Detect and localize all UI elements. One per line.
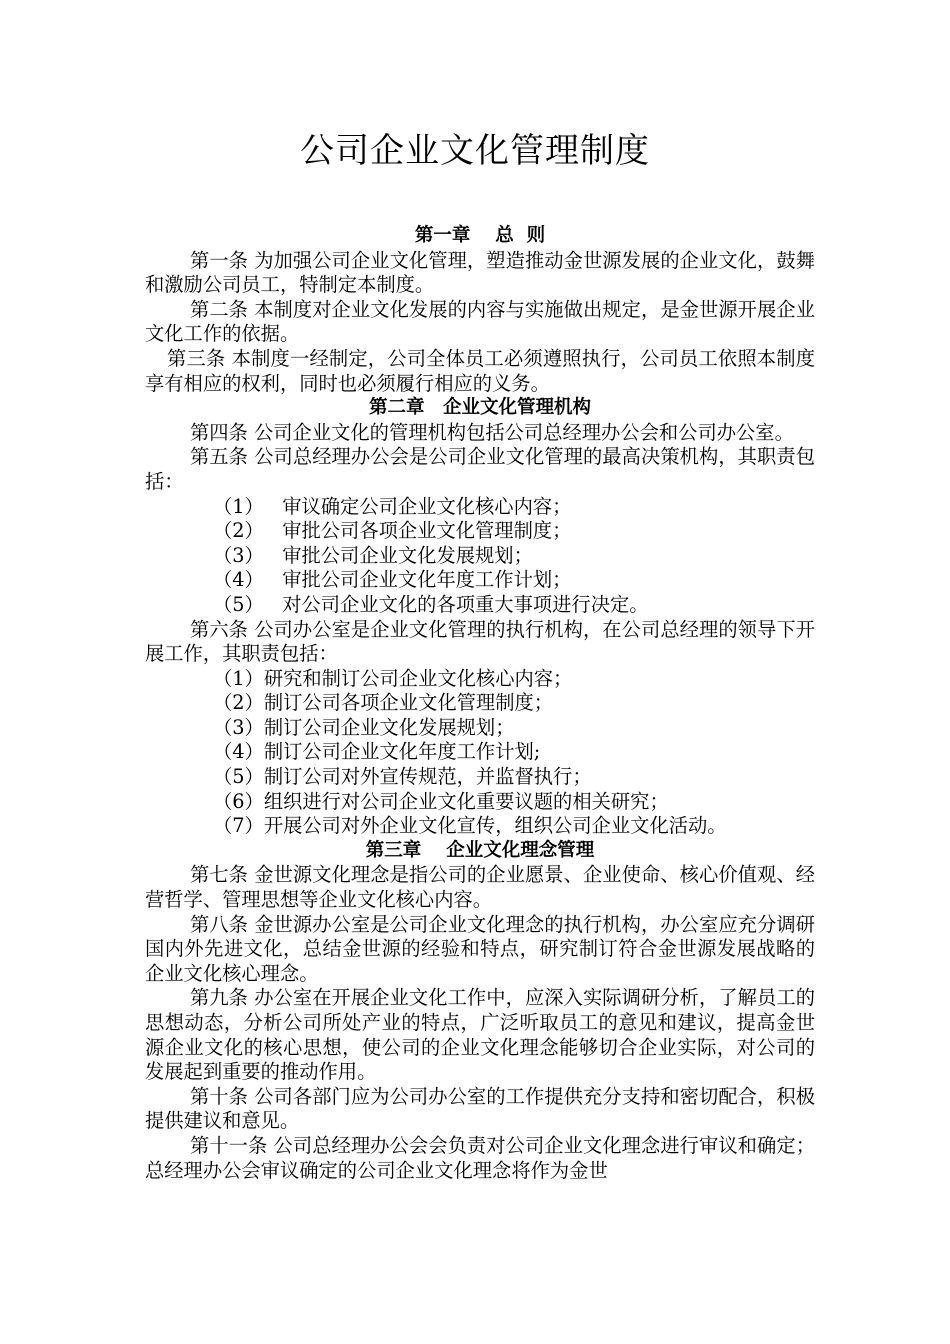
article-5-item: （5） 对公司企业文化的各项重大事项进行决定。 [213, 592, 649, 616]
document-title: 公司企业文化管理制度 [300, 131, 650, 171]
article-4: 第四条 公司企业文化的管理机构包括公司总经理办公会和公司办公室。 [190, 420, 794, 444]
article-6-item: （7）开展公司对外企业文化宣传，组织公司企业文化活动。 [213, 814, 727, 838]
article-7: 第七条 金世源文化理念是指公司的企业愿景、企业使命、核心价值观、经营哲学、管理思想等企业文化核心内容。 [145, 863, 815, 912]
article-6-item: （4）制订公司企业文化年度工作计划; [213, 740, 541, 764]
article-6-item: （5）制订公司对外宣传规范，并监督执行； [213, 765, 592, 789]
article-6-item: （6）组织进行对公司企业文化重要议题的相关研究； [213, 789, 669, 813]
article-5: 第五条 公司总经理办公会是公司企业文化管理的最高决策机构，其职责包括： [145, 445, 815, 493]
article-5-item: （4） 审批公司企业文化年度工作计划； [213, 568, 572, 592]
article-2: 第二条 本制度对企业文化发展的内容与实施做出规定，是金世源开展企业文化工作的依据。 [145, 297, 815, 346]
article-3: 第三条 本制度一经制定，公司全体员工必须遵照执行，公司员工依照本制度享有相应的权利，同时也必须履行相应的义务。 [145, 346, 815, 395]
article-6-item: （3）制订公司企业文化发展规划； [213, 715, 515, 739]
article-1: 第一条 为加强公司企业文化管理，塑造推动金世源发展的企业文化，鼓舞和激励公司员工，特制定本制度。 [145, 248, 815, 297]
chapter-1-heading: 第一章 总 则 [414, 225, 546, 246]
document-body [145, 224, 815, 1183]
article-5-item: （3） 审批公司企业文化发展规划； [213, 543, 533, 567]
article-8: 第八条 金世源办公室是公司企业文化理念的执行机构，办公室应充分调研国内外先进文化，总结金世源的经验和特点，研究制订符合金世源发展战略的企业文化核心理念。 [145, 912, 815, 985]
article-6-item: （1）研究和制订公司企业文化核心内容； [213, 666, 573, 690]
article-5-item: （2） 审批公司各项企业文化管理制度； [213, 519, 572, 543]
chapter-2-heading: 第二章 企业文化管理机构 [368, 397, 591, 419]
chapter-3-heading: 第三章 企业文化理念管理 [365, 839, 595, 861]
article-5-item: （1） 审议确定公司企业文化核心内容； [213, 494, 572, 518]
article-11: 第十一条 公司总经理办公会会负责对公司企业文化理念进行审议和确定；总经理办公会审议确定的公司企业文化理念将作为金世 [145, 1133, 815, 1182]
article-6: 第六条 公司办公室是企业文化管理的执行机构，在公司总经理的领导下开展工作，其职责包括： [145, 617, 815, 666]
article-6-item: （2）制订公司各项企业文化管理制度； [213, 691, 554, 715]
article-9: 第九条 办公室在开展企业文化工作中，应深入实际调研分析，了解员工的思想动态，分析公司所处产业的特点，广泛听取员工的意见和建议，提高金世源企业文化的核心思想，使公司的企业文化理念能够切合企业实际，对公司的发展起到重要的推动作用。 [145, 986, 815, 1084]
article-10: 第十条 公司各部门应为公司办公室的工作提供充分支持和密切配合，积极提供建议和意见。 [145, 1084, 815, 1133]
